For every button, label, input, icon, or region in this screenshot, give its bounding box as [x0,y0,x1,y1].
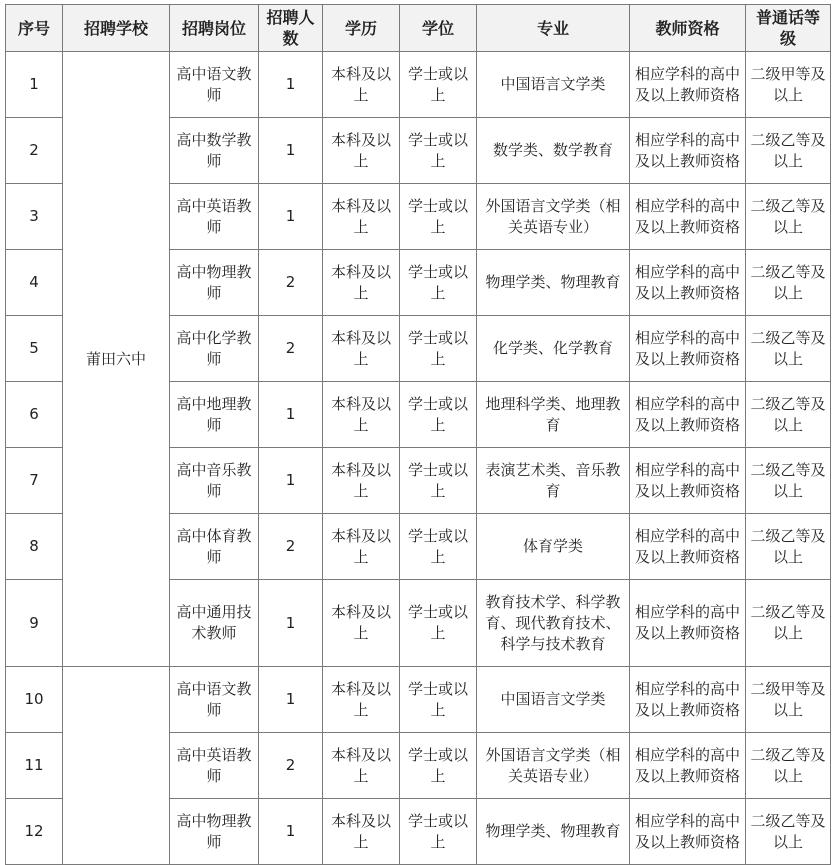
header-putonghua: 普通话等级 [746,5,831,52]
cell-putonghua: 二级甲等及以上 [746,52,831,118]
cell-education: 本科及以上 [323,667,400,733]
cell-major: 外国语言文学类（相关英语专业） [477,184,630,250]
cell-certificate: 相应学科的高中及以上教师资格 [630,667,746,733]
cell-post: 高中数学教师 [170,118,259,184]
cell-major: 物理学类、物理教育 [477,799,630,865]
cell-putonghua: 二级甲等及以上 [746,667,831,733]
cell-education: 本科及以上 [323,382,400,448]
cell-degree: 学士或以上 [400,514,477,580]
cell-putonghua: 二级乙等及以上 [746,799,831,865]
cell-post: 高中英语教师 [170,733,259,799]
cell-count: 1 [259,184,323,250]
header-post: 招聘岗位 [170,5,259,52]
cell-certificate: 相应学科的高中及以上教师资格 [630,448,746,514]
cell-no: 7 [6,448,63,514]
cell-education: 本科及以上 [323,799,400,865]
cell-putonghua: 二级乙等及以上 [746,118,831,184]
cell-no: 3 [6,184,63,250]
cell-certificate: 相应学科的高中及以上教师资格 [630,184,746,250]
cell-certificate: 相应学科的高中及以上教师资格 [630,580,746,667]
cell-count: 1 [259,580,323,667]
cell-no: 1 [6,52,63,118]
cell-no: 9 [6,580,63,667]
header-school: 招聘学校 [63,5,170,52]
cell-post: 高中体育教师 [170,514,259,580]
header-row [6,5,831,52]
cell-degree: 学士或以上 [400,667,477,733]
cell-education: 本科及以上 [323,184,400,250]
cell-post: 高中物理教师 [170,250,259,316]
cell-post: 高中地理教师 [170,382,259,448]
cell-post: 高中化学教师 [170,316,259,382]
cell-degree: 学士或以上 [400,184,477,250]
cell-education: 本科及以上 [323,52,400,118]
cell-education: 本科及以上 [323,733,400,799]
cell-major: 教育技术学、科学教育、现代教育技术、科学与技术教育 [477,580,630,667]
cell-putonghua: 二级乙等及以上 [746,250,831,316]
header-degree: 学位 [400,5,477,52]
cell-no: 12 [6,799,63,865]
cell-no: 5 [6,316,63,382]
cell-count: 1 [259,667,323,733]
cell-degree: 学士或以上 [400,52,477,118]
cell-putonghua: 二级乙等及以上 [746,514,831,580]
cell-education: 本科及以上 [323,580,400,667]
cell-no: 6 [6,382,63,448]
header-education: 学历 [323,5,400,52]
cell-education: 本科及以上 [323,448,400,514]
cell-degree: 学士或以上 [400,250,477,316]
cell-post: 高中通用技术教师 [170,580,259,667]
cell-post: 高中音乐教师 [170,448,259,514]
cell-post: 高中语文教师 [170,667,259,733]
cell-no: 4 [6,250,63,316]
cell-education: 本科及以上 [323,514,400,580]
cell-putonghua: 二级乙等及以上 [746,382,831,448]
cell-post: 高中英语教师 [170,184,259,250]
cell-major: 外国语言文学类（相关英语专业） [477,733,630,799]
cell-putonghua: 二级乙等及以上 [746,448,831,514]
cell-putonghua: 二级乙等及以上 [746,316,831,382]
cell-post: 高中语文教师 [170,52,259,118]
cell-certificate: 相应学科的高中及以上教师资格 [630,316,746,382]
cell-major: 表演艺术类、音乐教育 [477,448,630,514]
cell-no: 10 [6,667,63,733]
cell-certificate: 相应学科的高中及以上教师资格 [630,52,746,118]
header-major: 专业 [477,5,630,52]
cell-certificate: 相应学科的高中及以上教师资格 [630,514,746,580]
cell-school: 莆田六中 [63,52,170,667]
cell-certificate: 相应学科的高中及以上教师资格 [630,733,746,799]
cell-certificate: 相应学科的高中及以上教师资格 [630,118,746,184]
cell-degree: 学士或以上 [400,580,477,667]
cell-major: 地理科学类、地理教育 [477,382,630,448]
cell-count: 2 [259,514,323,580]
cell-no: 11 [6,733,63,799]
cell-certificate: 相应学科的高中及以上教师资格 [630,799,746,865]
cell-count: 1 [259,382,323,448]
cell-education: 本科及以上 [323,250,400,316]
cell-major: 数学类、数学教育 [477,118,630,184]
cell-school [63,667,170,865]
cell-count: 1 [259,118,323,184]
cell-degree: 学士或以上 [400,118,477,184]
cell-major: 化学类、化学教育 [477,316,630,382]
cell-education: 本科及以上 [323,118,400,184]
cell-putonghua: 二级乙等及以上 [746,733,831,799]
cell-post: 高中物理教师 [170,799,259,865]
cell-no: 2 [6,118,63,184]
cell-count: 1 [259,799,323,865]
cell-no: 8 [6,514,63,580]
cell-major: 中国语言文学类 [477,52,630,118]
cell-major: 物理学类、物理教育 [477,250,630,316]
cell-count: 1 [259,52,323,118]
cell-major: 体育学类 [477,514,630,580]
cell-degree: 学士或以上 [400,448,477,514]
cell-count: 2 [259,733,323,799]
header-certificate: 教师资格 [630,5,746,52]
cell-count: 2 [259,316,323,382]
cell-count: 2 [259,250,323,316]
cell-degree: 学士或以上 [400,799,477,865]
cell-putonghua: 二级乙等及以上 [746,184,831,250]
recruitment-table [5,4,831,865]
cell-education: 本科及以上 [323,316,400,382]
header-no: 序号 [6,5,63,52]
cell-certificate: 相应学科的高中及以上教师资格 [630,382,746,448]
table-row [6,667,831,733]
cell-certificate: 相应学科的高中及以上教师资格 [630,250,746,316]
cell-major: 中国语言文学类 [477,667,630,733]
cell-degree: 学士或以上 [400,733,477,799]
cell-count: 1 [259,448,323,514]
table-row [6,52,831,118]
cell-putonghua: 二级乙等及以上 [746,580,831,667]
header-count: 招聘人数 [259,5,323,52]
cell-degree: 学士或以上 [400,382,477,448]
cell-degree: 学士或以上 [400,316,477,382]
